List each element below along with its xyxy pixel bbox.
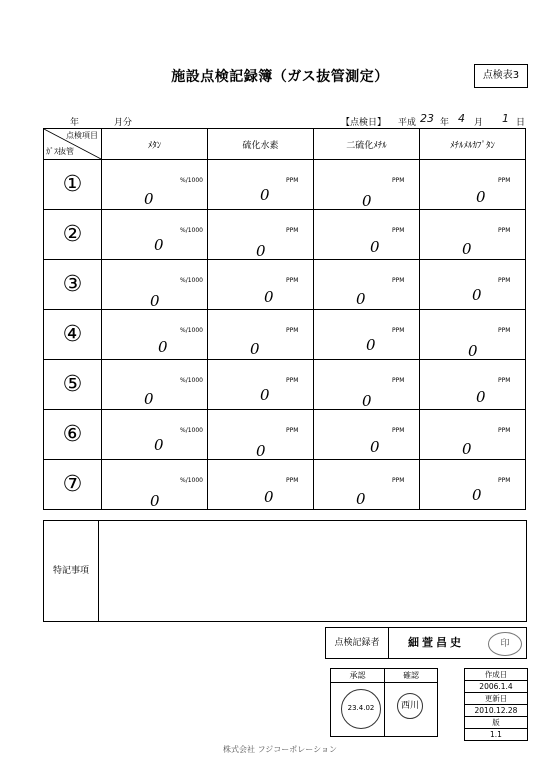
measurement-cell — [102, 210, 208, 260]
inspection-month: 4 — [458, 112, 465, 125]
unit-label: %/1000 — [180, 327, 203, 334]
measurement-value: 0 — [256, 242, 266, 260]
unit-label: PPM — [392, 177, 405, 184]
unit-label: PPM — [286, 227, 299, 234]
unit-label: PPM — [498, 377, 511, 384]
measurement-cell — [102, 260, 208, 310]
unit-label: PPM — [498, 177, 511, 184]
row-number-label: ⑥ — [44, 410, 102, 460]
measurement-cell — [420, 210, 526, 260]
row-number-label: ⑦ — [44, 460, 102, 510]
row-number-label: ④ — [44, 310, 102, 360]
measurement-cell — [314, 210, 420, 260]
unit-label: %/1000 — [180, 227, 203, 234]
form-id-badge: 点検表3 — [474, 64, 528, 88]
created-date: 2006.1.4 — [465, 681, 527, 693]
measurement-cell — [314, 160, 420, 210]
measurement-cell — [208, 460, 314, 510]
measurement-cell — [102, 460, 208, 510]
measurement-value: 0 — [144, 390, 154, 408]
table-row — [44, 310, 526, 360]
table-row — [44, 160, 526, 210]
approve-label: 承認 — [331, 669, 384, 683]
measurement-value: 0 — [264, 288, 274, 306]
recorder-label: 点検記録者 — [326, 628, 389, 658]
created-label: 作成日 — [465, 669, 527, 681]
approval-box — [330, 668, 438, 737]
updated-label: 更新日 — [465, 693, 527, 705]
measurement-cell — [420, 360, 526, 410]
table-row — [44, 410, 526, 460]
measurement-cell — [208, 410, 314, 460]
measurement-value: 0 — [260, 386, 270, 404]
measurement-cell — [102, 310, 208, 360]
measurement-cell — [102, 410, 208, 460]
unit-label: PPM — [392, 477, 405, 484]
unit-label: PPM — [392, 277, 405, 284]
measurement-value: 0 — [154, 436, 164, 454]
measurement-value: 0 — [366, 336, 376, 354]
measurement-value: 0 — [370, 238, 380, 256]
row-number-label: ⑤ — [44, 360, 102, 410]
corner-cell — [44, 129, 102, 160]
inspection-day: 1 — [502, 112, 509, 125]
recorder-box — [325, 627, 527, 659]
measurement-cell — [102, 360, 208, 410]
unit-label: PPM — [286, 177, 299, 184]
unit-label: %/1000 — [180, 377, 203, 384]
measurement-value: 0 — [154, 236, 164, 254]
measurement-cell — [208, 360, 314, 410]
table-row — [44, 210, 526, 260]
unit-label: %/1000 — [180, 427, 203, 434]
measurement-value: 0 — [462, 440, 472, 458]
unit-label: %/1000 — [180, 277, 203, 284]
measurement-cell — [314, 460, 420, 510]
corner-bottom-label: ｶﾞｽ抜管 — [46, 147, 74, 156]
table-row — [44, 460, 526, 510]
unit-label: PPM — [286, 427, 299, 434]
confirm-seal: 西川 — [397, 693, 423, 719]
column-header: ﾒﾀﾝ — [102, 129, 208, 160]
month-label: 月分 — [114, 118, 133, 128]
inspection-month-suffix: 月 — [474, 118, 484, 128]
unit-label: PPM — [498, 427, 511, 434]
version-value: 1.1 — [490, 730, 502, 739]
measurement-cell — [208, 260, 314, 310]
measurement-value: 0 — [472, 286, 482, 304]
inspection-date-label: 【点検日】 — [341, 118, 387, 128]
measurement-value: 0 — [158, 338, 168, 356]
unit-label: PPM — [392, 377, 405, 384]
measurement-cell — [314, 360, 420, 410]
measurement-value: 0 — [472, 486, 482, 504]
measurement-cell — [420, 460, 526, 510]
notes-section — [43, 520, 527, 622]
measurement-value: 0 — [476, 388, 486, 406]
measurement-value: 0 — [356, 490, 366, 508]
measurement-value: 0 — [362, 192, 372, 210]
measurement-cell — [314, 260, 420, 310]
unit-label: PPM — [286, 277, 299, 284]
measurement-cell — [102, 160, 208, 210]
notes-label: 特記事項 — [44, 521, 99, 621]
measurement-value: 0 — [468, 342, 478, 360]
unit-label: PPM — [392, 227, 405, 234]
unit-label: PPM — [286, 327, 299, 334]
year-label: 年 — [70, 118, 80, 128]
recorder-stamp: 印 — [488, 632, 522, 656]
unit-label: %/1000 — [180, 477, 203, 484]
measurement-value: 0 — [144, 190, 154, 208]
row-number-label: ① — [44, 160, 102, 210]
unit-label: PPM — [286, 377, 299, 384]
page-title: 施設点検記録簿（ガス抜管測定） — [171, 69, 389, 85]
measurement-cell — [420, 310, 526, 360]
measurement-value: 0 — [362, 392, 372, 410]
unit-label: %/1000 — [180, 177, 203, 184]
column-header: 二硫化ﾒﾁﾙ — [314, 129, 420, 160]
measurement-value: 0 — [150, 492, 160, 510]
measurement-value: 0 — [462, 240, 472, 258]
row-number-label: ② — [44, 210, 102, 260]
inspection-day-suffix: 日 — [516, 118, 526, 128]
recorder-name: 細萱昌史 — [408, 636, 464, 649]
measurement-table — [43, 128, 526, 510]
row-number-label: ③ — [44, 260, 102, 310]
measurement-cell — [420, 410, 526, 460]
inspection-year-suffix: 年 — [440, 118, 450, 128]
version-label: 版 — [465, 717, 527, 729]
unit-label: PPM — [498, 277, 511, 284]
measurement-cell — [314, 410, 420, 460]
measurement-value: 0 — [356, 290, 366, 308]
inspection-era: 平成 — [398, 118, 417, 128]
unit-label: PPM — [498, 227, 511, 234]
unit-label: PPM — [498, 477, 511, 484]
table-row — [44, 260, 526, 310]
measurement-cell — [420, 260, 526, 310]
measurement-value: 0 — [250, 340, 260, 358]
table-header-row — [44, 129, 526, 160]
approve-seal — [341, 689, 381, 729]
measurement-value: 0 — [476, 188, 486, 206]
inspection-year: 23 — [420, 112, 434, 125]
measurement-cell — [314, 310, 420, 360]
unit-label: PPM — [498, 327, 511, 334]
unit-label: PPM — [392, 327, 405, 334]
measurement-cell — [208, 210, 314, 260]
confirm-label: 確認 — [385, 669, 437, 683]
updated-date: 2010.12.28 — [465, 705, 527, 717]
column-header: 硫化水素 — [208, 129, 314, 160]
unit-label: PPM — [286, 477, 299, 484]
measurement-cell — [208, 160, 314, 210]
approval-divider — [384, 669, 385, 736]
unit-label: PPM — [392, 427, 405, 434]
measurement-cell — [420, 160, 526, 210]
measurement-value: 0 — [264, 488, 274, 506]
measurement-value: 0 — [150, 292, 160, 310]
measurement-cell — [208, 310, 314, 360]
company-name: 株式会社 フジコーポレーション — [223, 745, 337, 754]
corner-top-label: 点検項目 — [66, 131, 98, 140]
document-info-box — [464, 668, 528, 741]
table-row — [44, 360, 526, 410]
column-header: ﾒﾁﾙﾒﾙｶﾌﾟﾀﾝ — [420, 129, 526, 160]
approve-seal-date: 23.4.02 — [347, 704, 375, 712]
measurement-value: 0 — [370, 438, 380, 456]
measurement-value: 0 — [256, 442, 266, 460]
measurement-value: 0 — [260, 186, 270, 204]
